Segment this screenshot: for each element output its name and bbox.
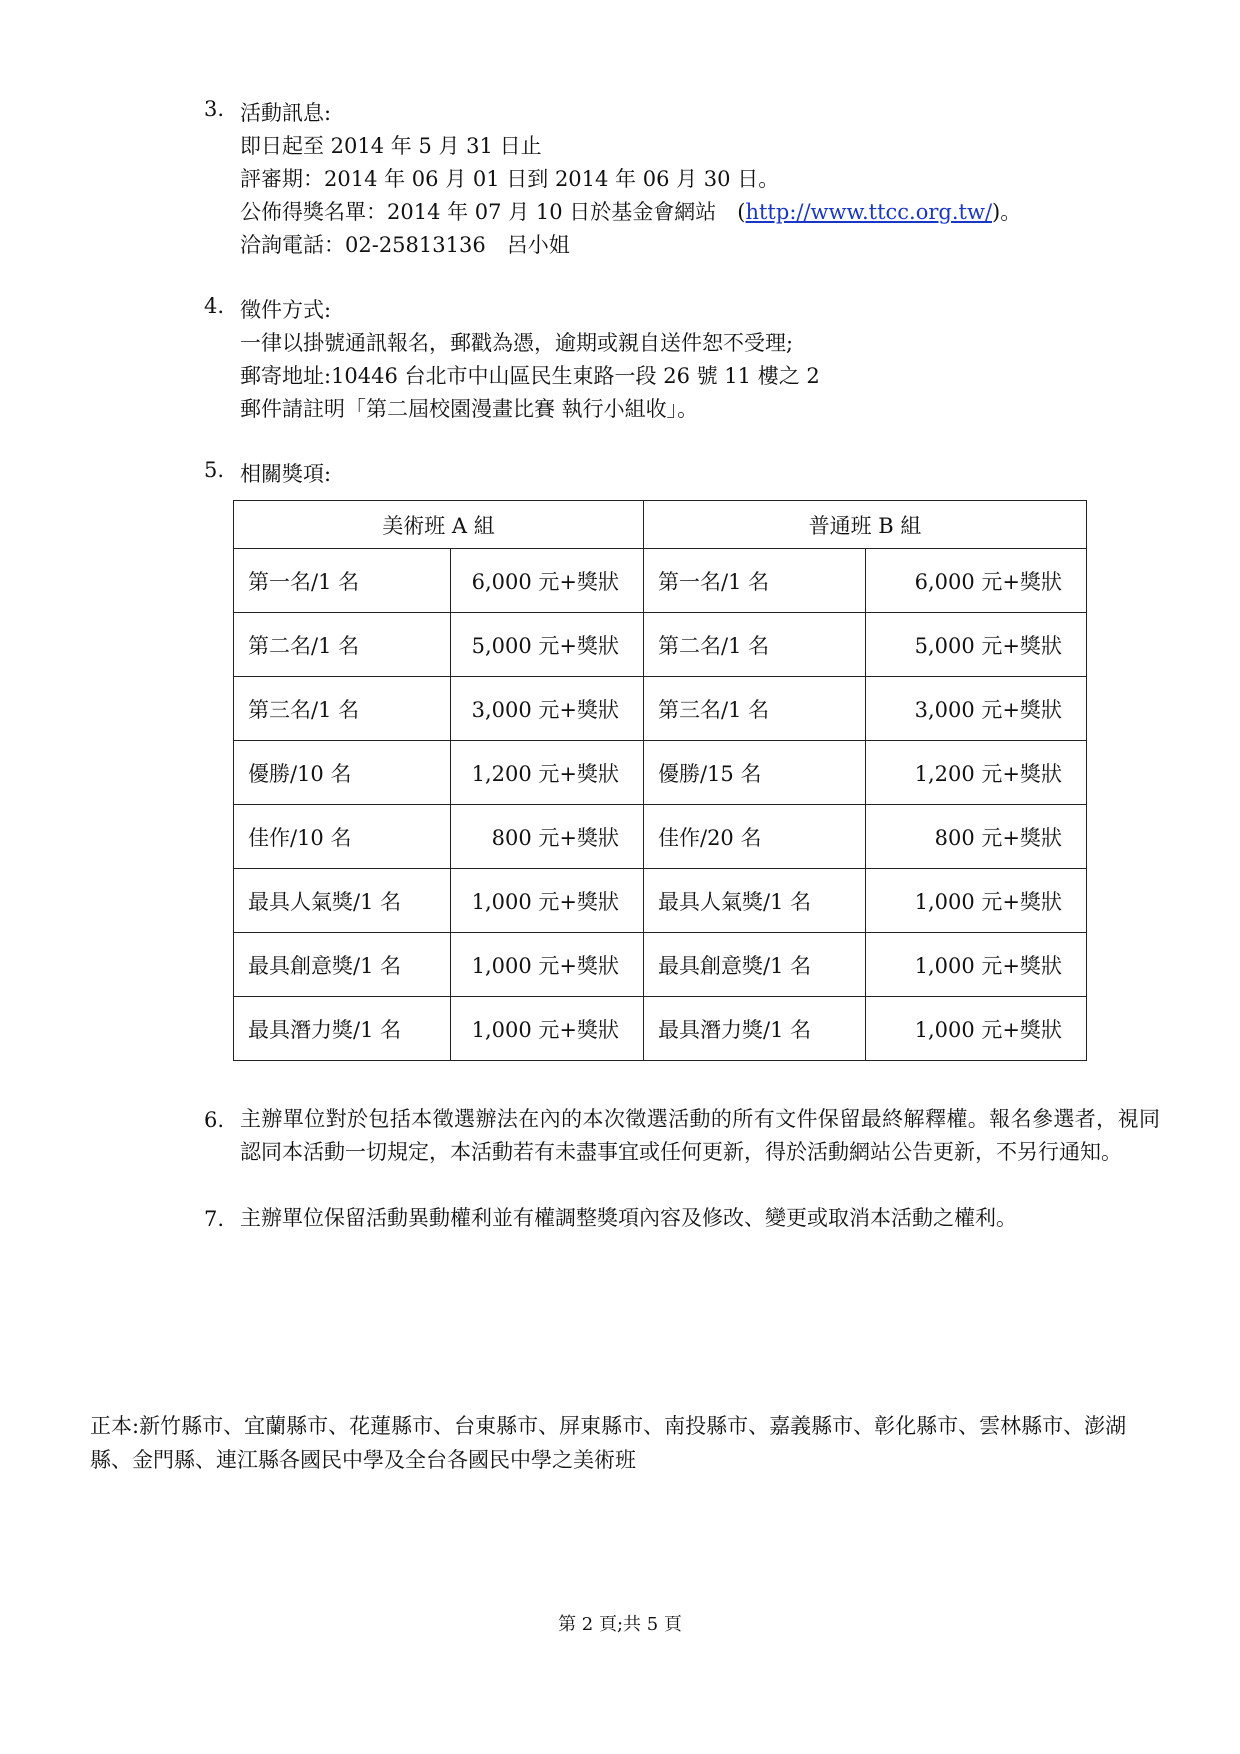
section-7-text: 主辦單位保留活動異動權利並有權調整獎項內容及修改、變更或取消本活動之權利。 <box>240 1206 1017 1230</box>
table-row <box>234 997 1087 1061</box>
group-a-award: 最具創意獎/1 名 <box>234 933 451 997</box>
mail-notation-line: 郵件請註明「第二屆校園漫畫比賽 執行小組收」。 <box>240 397 699 421</box>
page-number: 第 2 頁;共 5 頁 <box>558 1614 682 1635</box>
group-b-award: 第三名/1 名 <box>644 677 866 741</box>
table-row <box>234 933 1087 997</box>
group-b-prize: 6,000 元+獎狀 <box>866 549 1087 613</box>
results-announcement-line <box>240 196 1021 226</box>
section-4-heading: 徵件方式: <box>240 298 332 322</box>
group-a-header: 美術班 A 組 <box>234 501 644 549</box>
group-b-prize: 5,000 元+獎狀 <box>866 613 1087 677</box>
results-prefix: 公佈得獎名單：2014 年 07 月 10 日於基金會網站 ( <box>240 200 746 224</box>
group-a-prize: 5,000 元+獎狀 <box>451 613 644 677</box>
foundation-website-link[interactable]: http://www.ttcc.org.tw/ <box>745 200 993 224</box>
group-a-prize: 1,000 元+獎狀 <box>451 933 644 997</box>
judging-period-line: 評審期：2014 年 06 月 01 日到 2014 年 06 月 30 日。 <box>240 167 780 191</box>
table-row <box>234 741 1087 805</box>
group-b-header: 普通班 B 組 <box>644 501 1087 549</box>
group-b-prize: 1,000 元+獎狀 <box>866 869 1087 933</box>
group-a-award: 最具潛力獎/1 名 <box>234 997 451 1061</box>
group-b-prize: 1,000 元+獎狀 <box>866 997 1087 1061</box>
mailing-address-line: 郵寄地址:10446 台北市中山區民生東路一段 26 號 11 樓之 2 <box>240 364 820 388</box>
group-a-award: 第一名/1 名 <box>234 549 451 613</box>
group-b-prize: 1,000 元+獎狀 <box>866 933 1087 997</box>
section-6-number: 6. <box>204 1108 225 1132</box>
group-b-award: 最具人氣獎/1 名 <box>644 869 866 933</box>
group-a-award: 最具人氣獎/1 名 <box>234 869 451 933</box>
group-a-prize: 1,000 元+獎狀 <box>451 869 644 933</box>
contact-phone-line: 洽詢電話：02-25813136 呂小姐 <box>240 233 570 257</box>
prize-table <box>233 500 1087 1061</box>
group-a-prize: 6,000 元+獎狀 <box>451 549 644 613</box>
group-a-award: 優勝/10 名 <box>234 741 451 805</box>
group-b-award: 最具潛力獎/1 名 <box>644 997 866 1061</box>
table-row <box>234 613 1087 677</box>
table-row <box>234 805 1087 869</box>
distribution-list: 正本:新竹縣市、宜蘭縣市、花蓮縣市、台東縣市、屏東縣市、南投縣市、嘉義縣市、彰化縣市、雲林縣市、澎湖縣、金門縣、連江縣各國民中學及全台各國民中學之美術班 <box>90 1414 1127 1472</box>
group-a-award: 第二名/1 名 <box>234 613 451 677</box>
group-a-prize: 800 元+獎狀 <box>451 805 644 869</box>
section-3-heading: 活動訊息: <box>240 101 332 125</box>
group-b-prize: 3,000 元+獎狀 <box>866 677 1087 741</box>
section-6-text: 主辦單位對於包括本徵選辦法在內的本次徵選活動的所有文件保留最終解釋權。報名參選者，視同認同本活動一切規定，本活動若有未盡事宜或任何更新，得於活動網站公告更新，不另行通知。 <box>240 1107 1160 1164</box>
results-suffix: )。 <box>992 200 1022 224</box>
group-a-prize: 3,000 元+獎狀 <box>451 677 644 741</box>
section-3-number: 3. <box>204 97 225 121</box>
group-a-prize: 1,200 元+獎狀 <box>451 741 644 805</box>
group-a-award: 佳作/10 名 <box>234 805 451 869</box>
group-b-award: 第一名/1 名 <box>644 549 866 613</box>
group-b-award: 最具創意獎/1 名 <box>644 933 866 997</box>
group-b-prize: 800 元+獎狀 <box>866 805 1087 869</box>
group-b-prize: 1,200 元+獎狀 <box>866 741 1087 805</box>
group-b-award: 第二名/1 名 <box>644 613 866 677</box>
section-5-number: 5. <box>204 458 225 482</box>
group-b-award: 優勝/15 名 <box>644 741 866 805</box>
section-5-heading: 相關獎項: <box>240 462 332 486</box>
activity-period-line: 即日起至 2014 年 5 月 31 日止 <box>240 134 542 158</box>
table-row <box>234 677 1087 741</box>
group-a-prize: 1,000 元+獎狀 <box>451 997 644 1061</box>
table-row <box>234 549 1087 613</box>
table-row <box>234 869 1087 933</box>
group-b-award: 佳作/20 名 <box>644 805 866 869</box>
prize-table-header-row <box>234 501 1087 549</box>
registration-rule-line: 一律以掛號通訊報名，郵戳為憑，逾期或親自送件恕不受理; <box>240 331 794 355</box>
group-a-award: 第三名/1 名 <box>234 677 451 741</box>
section-7-number: 7. <box>204 1207 225 1231</box>
section-4-number: 4. <box>204 294 225 318</box>
